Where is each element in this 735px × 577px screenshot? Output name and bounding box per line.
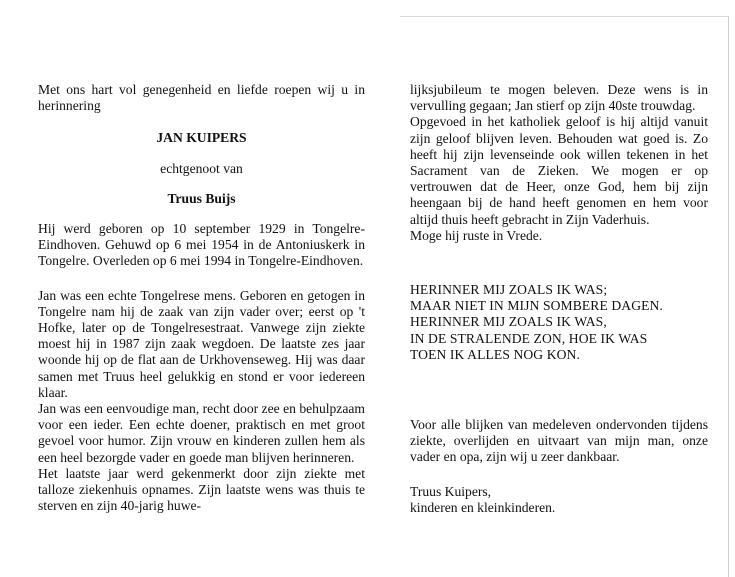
poem-line: HERINNER MIJ ZOALS IK WAS; — [410, 282, 608, 298]
poem-line: TOEN IK ALLES NOG KON. — [410, 346, 580, 362]
poem-line: HERINNER MIJ ZOALS IK WAS, — [410, 314, 607, 330]
signature-name: Truus Kuipers, — [410, 483, 492, 499]
frame-edge-top — [400, 16, 729, 17]
signature-family: kinderen en kleinkinderen. — [410, 499, 556, 515]
anniversary-text: lijksjubileum te mogen beleven. Deze wens is in vervulling gegaan; Jan stierf op zijn 40ste trouwdag. — [410, 82, 708, 114]
rest-in-peace: Moge hij ruste in Vrede. — [410, 227, 543, 243]
right-column — [410, 82, 708, 516]
frame-edge-right — [728, 16, 729, 577]
deceased-name: JAN KUIPERS — [156, 130, 247, 146]
spouse-name: Truus Buijs — [167, 190, 236, 206]
biography-dates: Hij werd geboren op 10 september 1929 in Tongelre-Eindhoven. Gehuwd op 6 mei 1954 in de Antoniuskerk in Tongelre. Overleden op 6 mei 1994 in Tongelre-Eindhoven. — [38, 221, 365, 269]
poem-line: IN DE STRALENDE ZON, HOE IK WAS — [410, 330, 648, 346]
biography-character: Jan was een eenvoudige man, recht door zee en behulpzaam voor een ieder. Een echte doener, praktisch en met groot gevoel voor humor. Zijn vrouw en kinderen zullen hem als een heel bezorgde vader en goede man blijven herinneren. — [38, 401, 365, 465]
biography-life: Jan was een echte Tongelrese mens. Geboren en getogen in Tongelre nam hij de zaak van zijn vader over; eerst op 't Hofke, later op de Tongelresestraat. Vanwege zijn ziekte moest hij in 1987 zijn zaak wegdoen. De laatste zes jaar woonde hij op de flat aan de Urkhovenseweg. Hij was daar samen met Truus heel gelukkig en stond er voor iedereen klaar. — [38, 287, 365, 400]
thanks-text: Voor alle blijken van medeleven ondervonden tijdens ziekte, overlijden en uitvaart van mijn man, onze vader en opa, zijn wij u zeer dankbaar. — [410, 417, 708, 465]
poem — [410, 282, 708, 363]
biography-last-year: Het laatste jaar werd gekenmerkt door zijn ziekte met talloze ziekenhuis opnames. Zijn laatste wens was thuis te sterven en zijn 40-jarig huwe- — [38, 465, 365, 514]
poem-line: MAAR NIET IN MIJN SOMBERE DAGEN. — [410, 298, 663, 314]
intro-text: Met ons hart vol genegenheid en liefde roepen wij u in herinnering — [38, 82, 365, 114]
left-column — [38, 82, 365, 514]
relation-text: echtgenoot van — [160, 160, 243, 176]
faith-text: Opgevoed in het katholiek geloof is hij altijd vanuit zijn geloof blijven leven. Behouden wat goed is. Zo heeft hij zijn levenseinde ook willen tekenen in het Sacrament van de Zieken. We mogen er op vertrouwen dat de Heer, onze God, hem bij zijn heengaan bij de hand heeft genomen en hem voor altijd thuis heeft gebracht in Zijn Vaderhuis. — [410, 114, 708, 227]
